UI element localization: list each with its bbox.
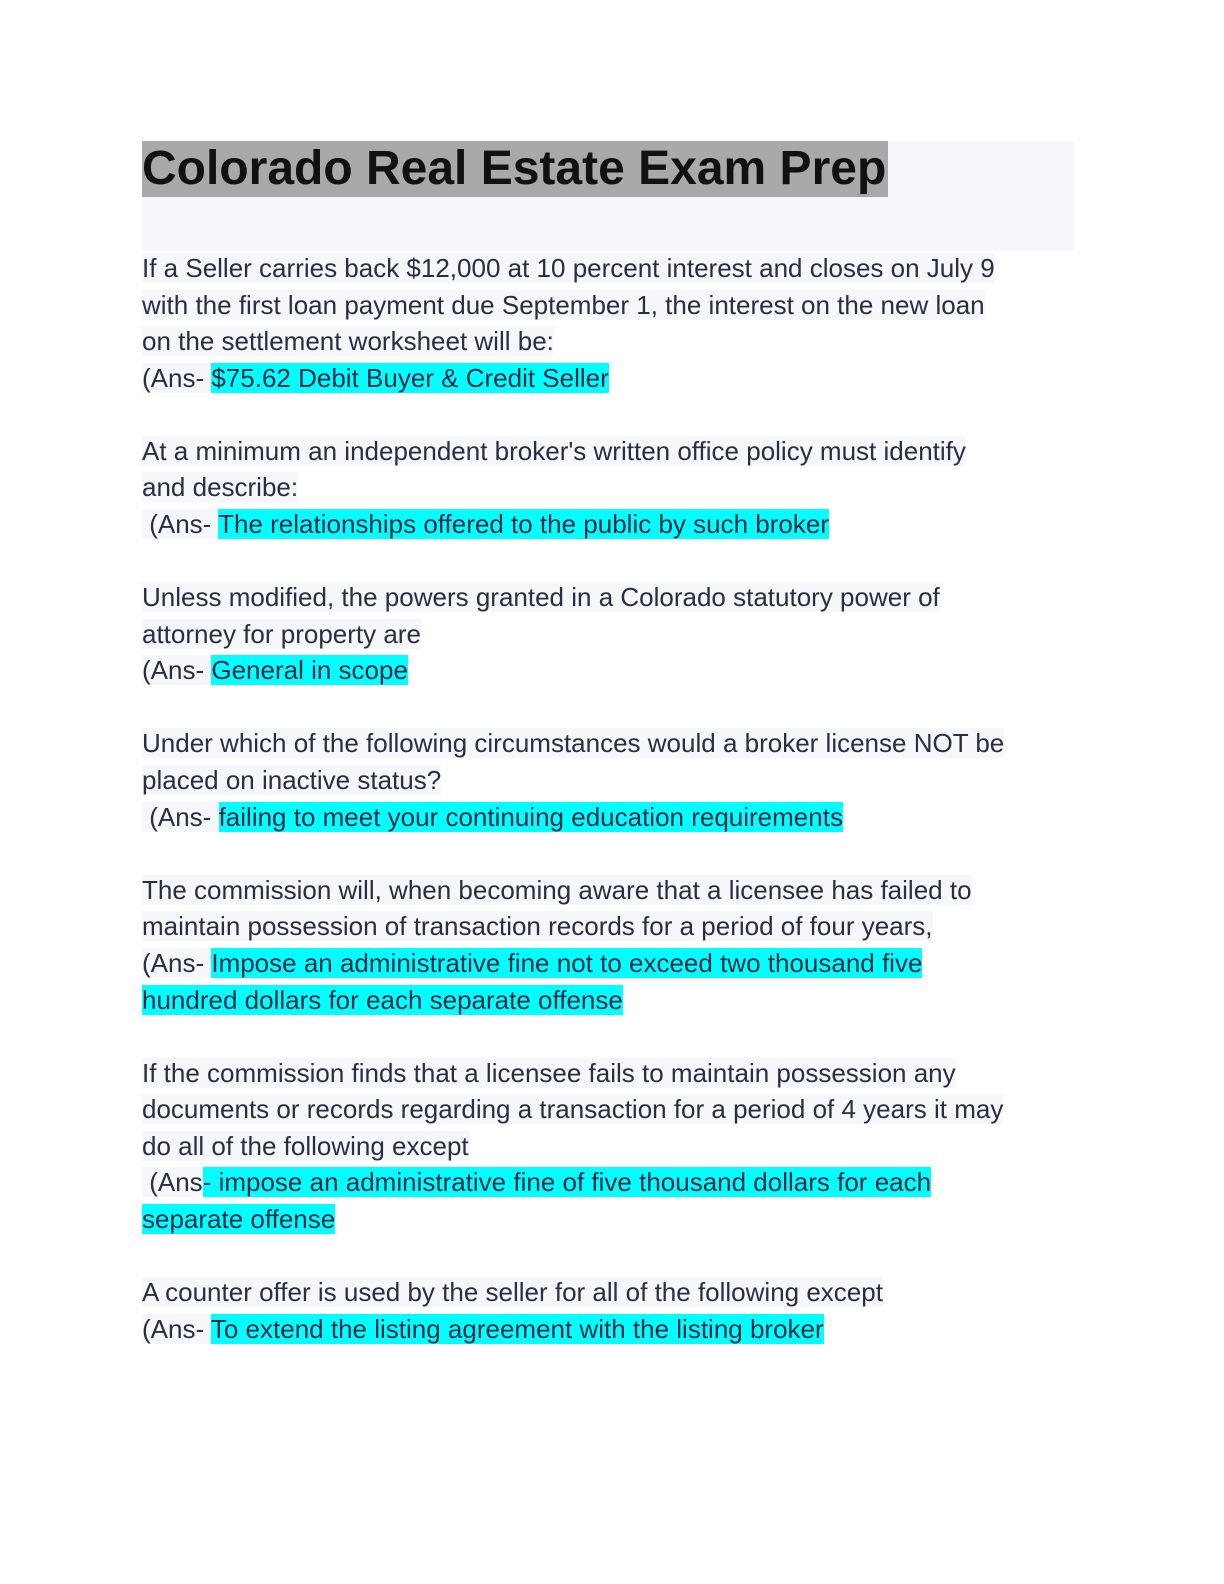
question-line: with the first loan payment due September 1, the interest on the new loan bbox=[142, 289, 985, 320]
answer-prefix: (Ans- bbox=[142, 362, 212, 393]
answer-highlight: General in scope bbox=[211, 655, 408, 686]
answer-highlight: Impose an administrative fine not to exceed two thousand five hundred dollars for each separate offense bbox=[142, 947, 923, 1015]
answer-line bbox=[142, 360, 1077, 397]
answer-highlight: The relationships offered to the public by such broker bbox=[218, 509, 829, 540]
answer-prefix: (Ans- bbox=[142, 947, 212, 978]
qa-item bbox=[142, 872, 1077, 1018]
answer-prefix: (Ans- bbox=[142, 1313, 211, 1344]
answer-line bbox=[142, 945, 982, 1018]
answer-line bbox=[142, 799, 1077, 836]
qa-item bbox=[142, 579, 1077, 689]
qa-item bbox=[142, 1055, 1077, 1238]
answer-line bbox=[142, 652, 1077, 689]
question-line: on the settlement worksheet will be: bbox=[142, 326, 554, 357]
question-line: and describe: bbox=[142, 472, 299, 503]
answer-prefix: (Ans bbox=[142, 1167, 203, 1198]
question-line: At a minimum an independent broker's written office policy must identify bbox=[142, 435, 966, 466]
question-line: placed on inactive status? bbox=[142, 765, 442, 796]
answer-highlight: failing to meet your continuing education requirements bbox=[218, 801, 843, 832]
title-block bbox=[142, 141, 1074, 251]
question-line: The commission will, when becoming aware that a licensee has failed to bbox=[142, 874, 972, 905]
question-line: If the commission finds that a licensee fails to maintain possession any bbox=[142, 1057, 956, 1088]
answer-highlight: To extend the listing agreement with the listing broker bbox=[210, 1313, 824, 1344]
answer-prefix: (Ans- bbox=[142, 509, 219, 540]
qa-item bbox=[142, 250, 1077, 396]
qa-list bbox=[142, 250, 1077, 1384]
answer-line bbox=[142, 506, 1077, 543]
question-line: documents or records regarding a transaction for a period of 4 years it may bbox=[142, 1094, 1004, 1125]
question-line: attorney for property are bbox=[142, 618, 421, 649]
document-title: Colorado Real Estate Exam Prep bbox=[142, 142, 887, 195]
question-line: If a Seller carries back $12,000 at 10 percent interest and closes on July 9 bbox=[142, 253, 995, 283]
qa-item bbox=[142, 433, 1077, 543]
question-line: A counter offer is used by the seller for all of the following except bbox=[142, 1277, 883, 1308]
qa-item bbox=[142, 725, 1077, 835]
answer-prefix: (Ans- bbox=[142, 655, 212, 686]
answer-highlight: - impose an administrative fine of five thousand dollars for each separate offense bbox=[142, 1167, 932, 1234]
question-line: Under which of the following circumstances would a broker license NOT be bbox=[142, 728, 1005, 759]
answer-highlight: $75.62 Debit Buyer & Credit Seller bbox=[211, 362, 609, 393]
answer-line bbox=[142, 1164, 992, 1237]
question-line: maintain possession of transaction records for a period of four years, bbox=[142, 911, 933, 942]
answer-line bbox=[142, 1311, 1077, 1348]
qa-item bbox=[142, 1274, 1077, 1347]
answer-prefix: (Ans- bbox=[142, 801, 219, 832]
question-line: do all of the following except bbox=[142, 1130, 469, 1161]
question-line: Unless modified, the powers granted in a Colorado statutory power of bbox=[142, 582, 940, 613]
